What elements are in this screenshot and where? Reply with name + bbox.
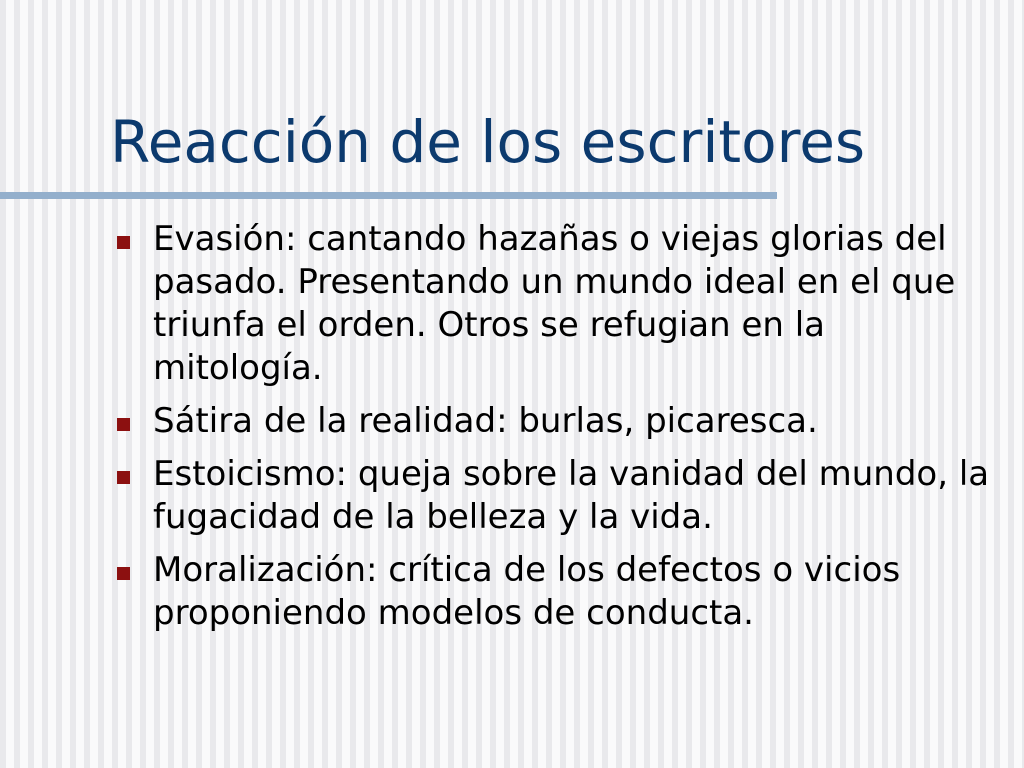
slide-title: Reacción de los escritores bbox=[110, 108, 866, 176]
bullet-item-moralizacion bbox=[110, 549, 990, 635]
title-underline bbox=[0, 192, 777, 199]
bullet-text: Estoicismo: queja sobre la vanidad del mundo, la fugacidad de la belleza y la vida. bbox=[153, 454, 990, 537]
bullet-text: Evasión: cantando hazañas o viejas glorias del pasado. Presentando un mundo ideal en el que triunfa el orden. Otros se refugian en la mitología. bbox=[153, 219, 956, 388]
bullet-list bbox=[110, 218, 990, 645]
bullet-item-satira bbox=[110, 400, 990, 443]
square-bullet-icon bbox=[117, 418, 130, 431]
square-bullet-icon bbox=[117, 567, 130, 580]
bullet-item-estoicismo bbox=[110, 453, 990, 539]
bullet-item-evasion bbox=[110, 218, 990, 390]
square-bullet-icon bbox=[117, 471, 130, 484]
square-bullet-icon bbox=[117, 236, 130, 249]
bullet-text: Moralización: crítica de los defectos o vicios proponiendo modelos de conducta. bbox=[153, 550, 901, 633]
bullet-text: Sátira de la realidad: burlas, picaresca. bbox=[153, 401, 818, 441]
